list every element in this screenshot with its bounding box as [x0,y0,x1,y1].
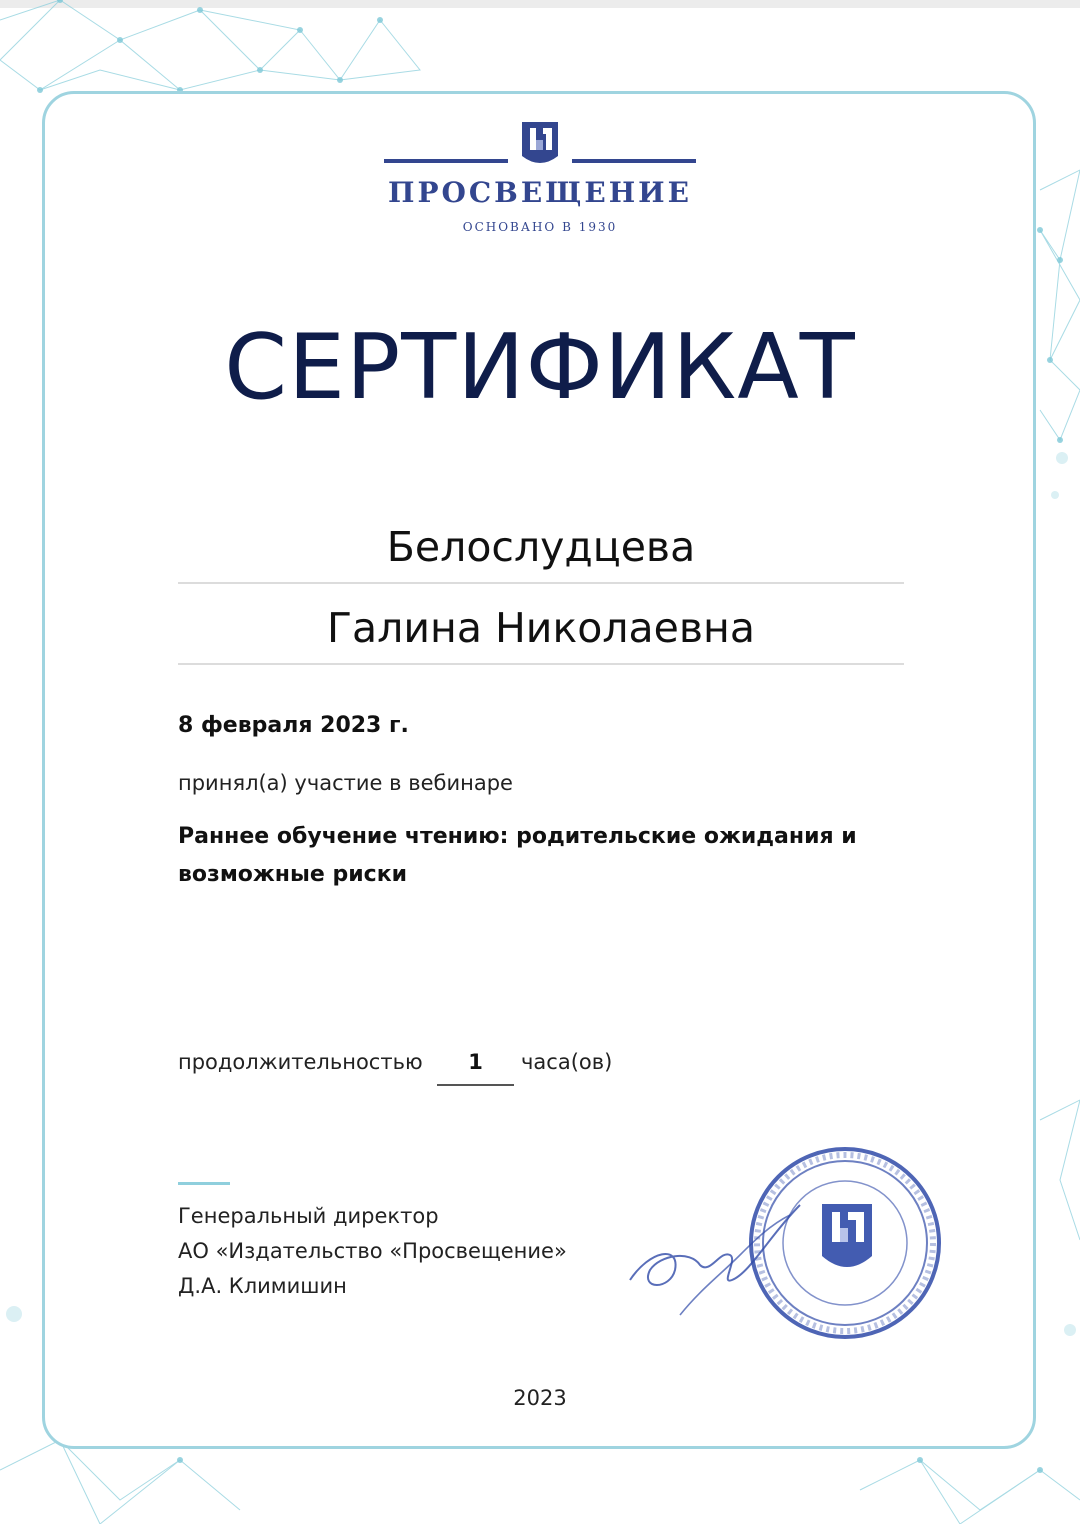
signatory-organization: АО «Издательство «Просвещение» [178,1239,567,1263]
duration-label: продолжительностью [178,1050,423,1074]
given-names-underline [178,663,904,665]
participation-text: принял(а) участие в вебинаре [178,771,513,795]
signature-image [620,1195,810,1325]
logo-founded: ОСНОВАНО В 1930 [462,220,618,234]
event-date: 8 февраля 2023 г. [178,713,409,738]
webinar-title: Раннее обучение чтению: родительские ожидания и возможные риски [178,824,857,887]
surname-underline [178,582,904,584]
recipient-given-names: Галина Николаевна [327,604,755,652]
duration-unit: часа(ов) [521,1050,613,1074]
signatory-name: Д.А. Климишин [178,1274,347,1298]
certificate-title: СЕРТИФИКАТ [224,315,856,420]
signatory-position: Генеральный директор [178,1204,439,1228]
accent-line [178,1182,230,1185]
certificate-year: 2023 [513,1386,567,1410]
recipient-surname: Белослудцева [386,523,696,571]
prosveshchenie-logo [380,116,700,240]
logo-name: ПРОСВЕЩЕНИЕ [388,176,692,209]
duration-value: 1 [468,1050,483,1074]
duration-underline [437,1084,514,1086]
logo-emblem-icon [380,116,700,176]
